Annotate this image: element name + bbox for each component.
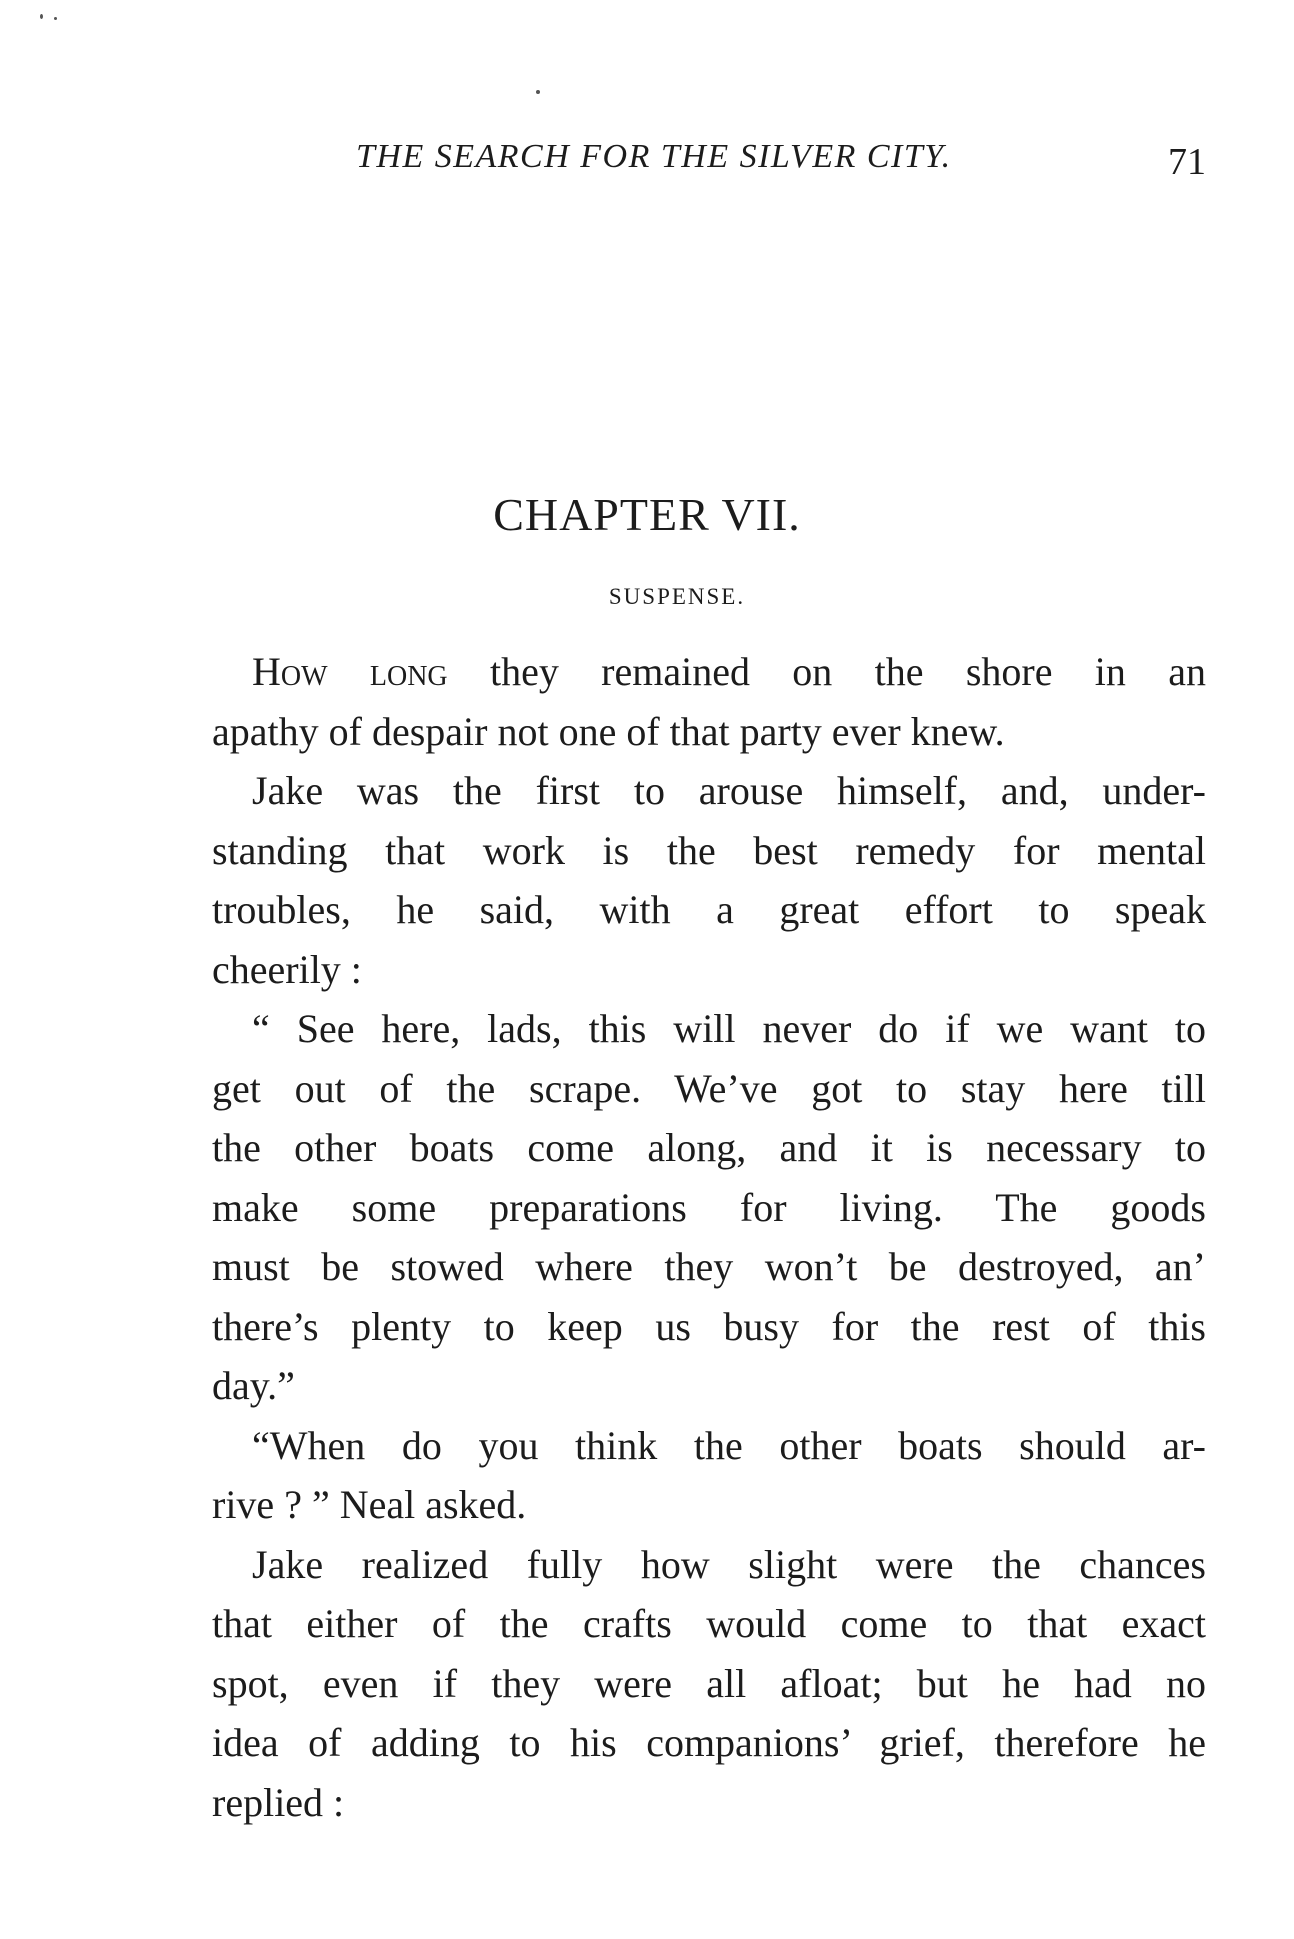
text-line: standing that work is the best remedy for mental [212, 827, 1206, 873]
text-line: there’s plenty to keep us busy for the rest of this [212, 1303, 1206, 1349]
running-title: THE SEARCH FOR THE SILVER CITY. [356, 138, 952, 175]
text-line: Jake realized fully how slight were the chances [252, 1541, 1206, 1587]
text-line: idea of adding to his companions’ grief, therefore he [212, 1720, 1206, 1765]
text-line: rive ? ” Neal asked. [212, 1482, 527, 1527]
lead-small-caps: How long [252, 649, 448, 694]
text-line: that either of the crafts would come to that exact [212, 1601, 1206, 1646]
text-line: make some preparations for living. The goods [212, 1184, 1206, 1230]
text-line: must be stowed where they won’t be destroyed, an’ [212, 1244, 1206, 1289]
text-line: “When do you think the other boats should ar- [252, 1422, 1206, 1468]
text-line: the other boats come along, and it is necessary to [212, 1125, 1206, 1170]
text-line: get out of the scrape. We’ve got to stay here till [212, 1065, 1206, 1111]
running-head [356, 138, 1206, 188]
chapter-heading: CHAPTER VII. [493, 489, 801, 540]
text-line: day.” [212, 1363, 295, 1408]
text-line: spot, even if they were all afloat; but he had no [212, 1660, 1206, 1706]
text-line: cheerily : [212, 946, 362, 992]
text-line: “ See here, lads, this will never do if we want to [252, 1006, 1206, 1051]
text-line: troubles, he said, with a great effort to speak [212, 887, 1206, 932]
page-speck [40, 14, 43, 19]
text-line [212, 642, 1206, 702]
text-line: Jake was the first to arouse himself, and, under- [252, 768, 1206, 813]
page-speck [54, 17, 57, 20]
text-line: apathy of despair not one of that party ever knew. [212, 708, 1005, 754]
chapter-subtitle: SUSPENSE. [608, 584, 746, 609]
page-number: 71 [1168, 141, 1206, 183]
body-text [212, 642, 1206, 1832]
line-text: they remained on the shore in an [447, 649, 1206, 694]
page-speck [536, 90, 540, 94]
text-line: replied : [212, 1779, 345, 1825]
